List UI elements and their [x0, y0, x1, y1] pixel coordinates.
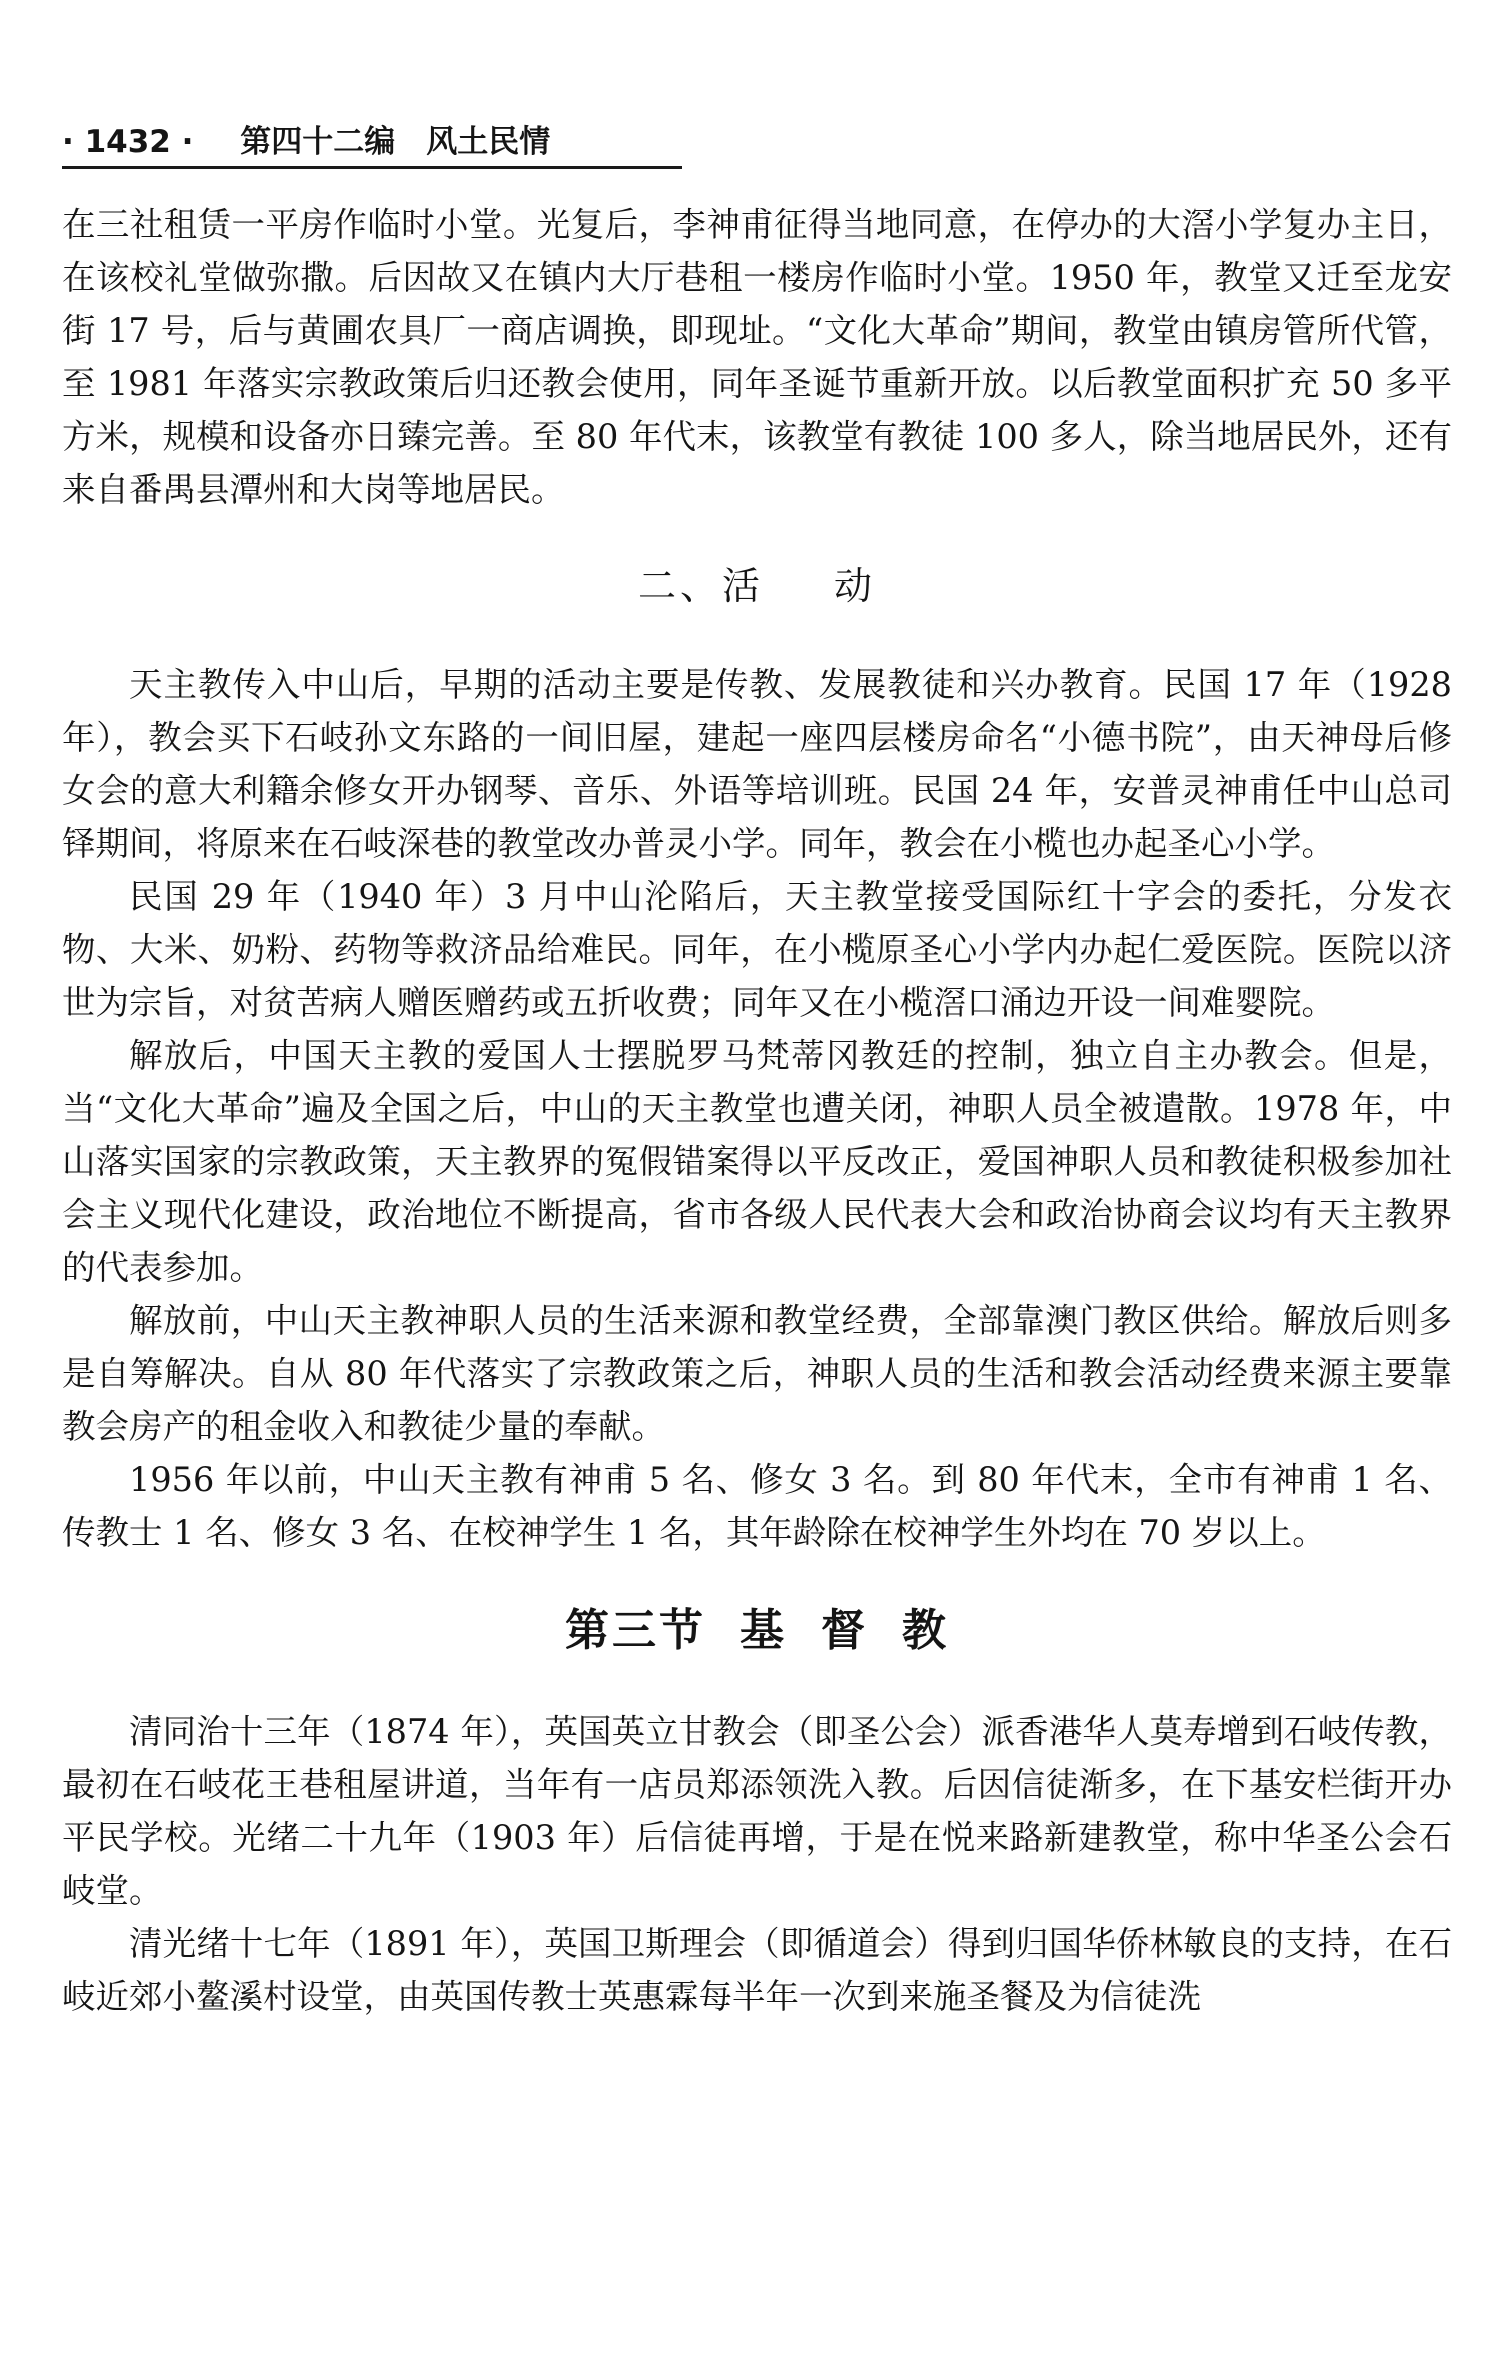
- paragraph: 天主教传入中山后，早期的活动主要是传教、发展教徒和兴办教育。民国 17 年（1928 年），教会买下石岐孙文东路的一间旧屋，建起一座四层楼房命名“小德书院”，由天神母后修女会的意大利籍余修女开办钢琴、音乐、外语等培训班。民国 24 年，安普灵神甫任中山总司铎期间，将原来在石岐深巷的教堂改办普灵小学。同年，教会在小榄也办起圣心小学。: [62, 665, 1452, 863]
- section-heading-char1: 基: [740, 1605, 787, 1656]
- section-heading-char2: 督: [821, 1605, 868, 1656]
- paragraph: 解放后，中国天主教的爱国人士摆脱罗马梵蒂冈教廷的控制，独立自主办教会。但是，当“文化大革命”遍及全国之后，中山的天主教堂也遭关闭，神职人员全被遣散。1978 年，中山落实国家的宗教政策，天主教界的冤假错案得以平反改正，爱国神职人员和教徒积极参加社会主义现代化建设，政治地位不断提高，省市各级人民代表大会和政治协商会议均有天主教界的代表参加。: [62, 1036, 1452, 1287]
- running-header: [62, 118, 682, 169]
- section-heading-number: 第三节: [565, 1605, 706, 1656]
- paragraph: 1956 年以前，中山天主教有神甫 5 名、修女 3 名。到 80 年代末，全市有神甫 1 名、传教士 1 名、修女 3 名、在校神学生 1 名，其年龄除在校神学生外均在 70 岁以上。: [62, 1460, 1452, 1552]
- section-heading: [62, 1599, 1452, 1663]
- subsection-heading-part2: 动: [834, 564, 877, 608]
- paragraph: 清光绪十七年（1891 年），英国卫斯理会（即循道会）得到归国华侨林敏良的支持，在石岐近郊小鳌溪村设堂，由英国传教士英惠霖每半年一次到来施圣餐及为信徒洗: [62, 1924, 1452, 2016]
- header-dot-left: ·: [62, 124, 74, 160]
- part-title: 第四十二编 风土民情: [240, 124, 551, 160]
- page-number: 1432: [84, 124, 171, 160]
- page-body: [62, 198, 1452, 2023]
- subsection-heading: [62, 556, 1452, 616]
- paragraph: 解放前，中山天主教神职人员的生活来源和教堂经费，全部靠澳门教区供给。解放后则多是自筹解决。自从 80 年代落实了宗教政策之后，神职人员的生活和教会活动经费来源主要靠教会房产的租金收入和教徒少量的奉献。: [62, 1301, 1452, 1446]
- paragraph: 民国 29 年（1940 年）3 月中山沦陷后，天主教堂接受国际红十字会的委托，分发衣物、大米、奶粉、药物等救济品给难民。同年，在小榄原圣心小学内办起仁爱医院。医院以济世为宗旨，对贫苦病人赠医赠药或五折收费；同年又在小榄滘口涌边开设一间难婴院。: [62, 877, 1452, 1022]
- section-heading-char3: 教: [902, 1605, 949, 1656]
- header-dot-right: ·: [181, 124, 194, 160]
- paragraph: 清同治十三年（1874 年），英国英立甘教会（即圣公会）派香港华人莫寿增到石岐传教，最初在石岐花王巷租屋讲道，当年有一店员郑添领洗入教。后因信徒渐多，在下基安栏街开办平民学校。光绪二十九年（1903 年）后信徒再增，于是在悦来路新建教堂，称中华圣公会石岐堂。: [62, 1712, 1452, 1910]
- subsection-heading-part1: 二、活: [637, 564, 764, 608]
- paragraph-continued: 在三社租赁一平房作临时小堂。光复后，李神甫征得当地同意，在停办的大滘小学复办主日，在该校礼堂做弥撒。后因故又在镇内大厅巷租一楼房作临时小堂。1950 年，教堂又迁至龙安街 17 号，后与黄圃农具厂一商店调换，即现址。“文化大革命”期间，教堂由镇房管所代管，至 1981 年落实宗教政策后归还教会使用，同年圣诞节重新开放。以后教堂面积扩充 50 多平方米，规模和设备亦日臻完善。至 80 年代末，该教堂有教徒 100 多人，除当地居民外，还有来自番禺县潭州和大岗等地居民。: [62, 205, 1452, 509]
